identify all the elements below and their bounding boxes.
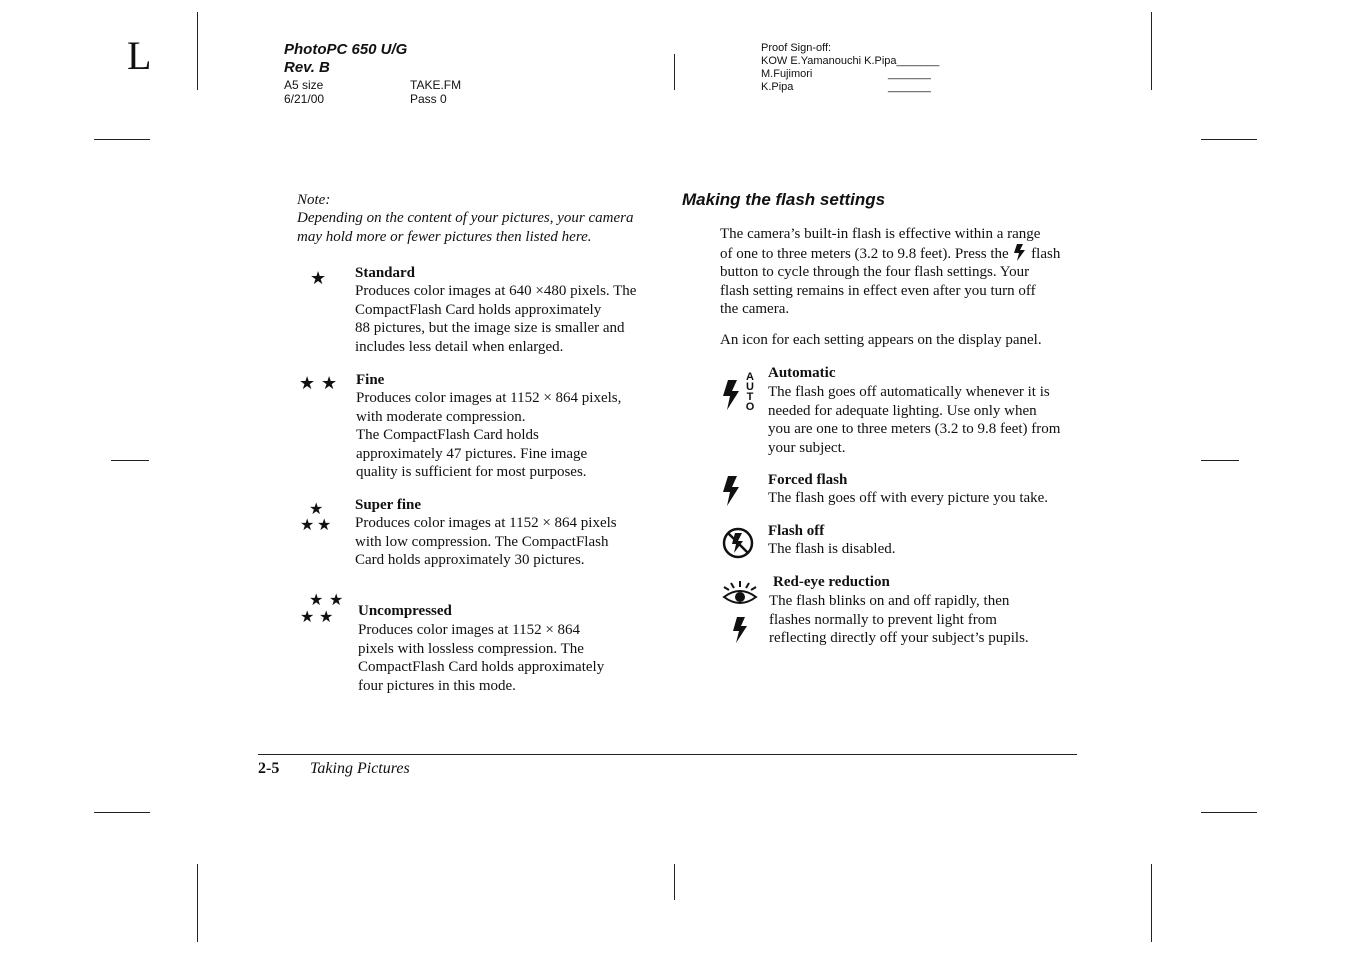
lightning-bolt-icon	[731, 617, 749, 643]
crop-mark-right-mid-h	[1201, 460, 1239, 461]
text-line: 88 pictures, but the image size is smaller and	[355, 320, 625, 336]
header-file: TAKE.FM	[410, 78, 462, 92]
quality-fine-text	[356, 389, 621, 482]
lightning-bolt-icon	[1013, 244, 1026, 261]
crop-mark-bottom-right-v	[1151, 864, 1152, 942]
quality-uncompressed-title: Uncompressed	[358, 603, 452, 619]
text-line: The flash is disabled.	[768, 541, 896, 557]
proof-label: Proof Sign-off:	[761, 42, 832, 54]
header-title: PhotoPC 650 U/G	[284, 41, 408, 58]
flash-redeye-text	[769, 592, 1029, 648]
auto-letter: A	[746, 371, 754, 383]
flash-off-icon	[722, 527, 754, 559]
text-line: four pictures in this mode.	[358, 677, 516, 694]
page-number: 2-5	[258, 760, 280, 777]
text-line: Produces color images at 1152 × 864 pixels	[355, 515, 617, 531]
star-icon: ★	[310, 268, 327, 289]
flash-off-title: Flash off	[768, 523, 825, 539]
text-line: Produces color images at 1152 × 864 pixels,	[356, 390, 622, 406]
crop-mark-top-left-v	[197, 12, 198, 90]
note-text: Depending on the content of your pictures, your camera may hold more or fewer pictures then listed here.	[297, 210, 634, 245]
flash-off-text	[768, 540, 895, 559]
star-icon: ★	[299, 373, 316, 394]
corner-letter: L	[127, 33, 152, 78]
text-line-with-icon	[720, 244, 1085, 264]
text-line: CompactFlash Card holds approximately	[355, 301, 602, 318]
star-icon: ★	[300, 515, 315, 534]
proof-line-3-blank: _______	[888, 81, 931, 93]
icon-explanation: An icon for each setting appears on the display panel.	[720, 332, 1042, 348]
text-line: includes less detail when enlarged.	[355, 338, 564, 355]
header-rev: Rev. B	[284, 59, 330, 76]
flash-automatic-title: Automatic	[768, 365, 836, 381]
text-line: needed for adequate lighting. Use only when	[768, 402, 1037, 419]
crop-mark-left-top-h	[94, 139, 150, 140]
crop-mark-left-mid-h	[111, 460, 149, 461]
note-label: Note:	[297, 192, 331, 208]
star-icon: ★	[309, 499, 324, 518]
auto-letter: U	[746, 381, 754, 393]
proof-line-1: KOW E.Yamanouchi K.Pipa_______	[761, 55, 940, 67]
crop-mark-left-bottom-h	[94, 812, 150, 813]
text-line: with moderate compression.	[356, 408, 526, 425]
text-line: flash setting remains in effect even after you turn off	[720, 282, 1036, 299]
text-line: The flash blinks on and off rapidly, then	[769, 593, 1010, 609]
text-line: Card holds approximately 30 pictures.	[355, 552, 585, 568]
text-line: Produces color images at 640 ×480 pixels. The	[355, 283, 637, 299]
star-icon: ★	[319, 607, 334, 626]
lightning-bolt-icon	[722, 380, 740, 410]
quality-standard-title: Standard	[355, 265, 416, 281]
header-pass: Pass 0	[410, 92, 447, 106]
header-date: 6/21/00	[284, 92, 325, 106]
text-line: with low compression. The CompactFlash	[355, 533, 609, 550]
eye-icon	[722, 580, 758, 608]
text-line: The CompactFlash Card holds	[356, 427, 539, 443]
star-icon: ★	[300, 607, 315, 626]
flash-redeye-title: Red-eye reduction	[773, 574, 890, 590]
text-line: The flash goes off automatically whenever it is	[768, 384, 1050, 400]
text-line: your subject.	[768, 439, 846, 456]
proof-line-2: M.Fujimori	[761, 68, 813, 80]
proof-line-2-blank: _______	[888, 68, 931, 80]
quality-superfine-text	[355, 514, 617, 570]
text-line: Produces color images at 1152 × 864	[358, 622, 581, 638]
star-icon: ★	[321, 373, 338, 394]
crop-mark-bottom-left-v	[197, 864, 198, 942]
crop-mark-right-top-h	[1201, 139, 1257, 140]
text-line: you are one to three meters (3.2 to 9.8 feet) from	[768, 421, 1061, 437]
text-line: approximately 47 pictures. Fine image	[356, 445, 588, 462]
section-title: Making the flash settings	[682, 190, 886, 209]
text-line: flashes normally to prevent light from	[769, 611, 997, 628]
text-line: The camera’s built-in flash is effective within a range	[720, 226, 1041, 242]
footer-rule	[258, 754, 1077, 755]
star-icon: ★	[309, 590, 324, 609]
quality-standard-text	[355, 282, 636, 356]
flash-forced-title: Forced flash	[768, 472, 848, 488]
flash-intro	[720, 225, 1085, 319]
quality-superfine-title: Super fine	[355, 497, 421, 513]
text-line: The flash goes off with every picture you take.	[768, 490, 1049, 506]
text-line: pixels with lossless compression. The	[358, 640, 584, 657]
auto-letter: T	[746, 391, 754, 403]
crop-mark-bottom-center-v	[674, 864, 675, 900]
text-fragment: flash	[1031, 245, 1061, 262]
section-name: Taking Pictures	[310, 760, 410, 777]
text-line: button to cycle through the four flash settings. Your	[720, 264, 1030, 280]
text-line: CompactFlash Card holds approximately	[358, 659, 605, 675]
text-fragment: of one to three meters (3.2 to 9.8 feet). Press the	[720, 245, 1009, 262]
quality-fine-title: Fine	[356, 372, 385, 388]
star-icon: ★	[317, 515, 332, 534]
header-size: A5 size	[284, 78, 324, 92]
flash-forced-text	[768, 489, 1048, 508]
flash-automatic-text	[768, 383, 1060, 457]
auto-letter: O	[745, 401, 755, 413]
crop-mark-top-right-v	[1151, 12, 1152, 90]
auto-label	[744, 372, 756, 412]
quality-uncompressed-text	[358, 621, 604, 695]
proof-line-3: K.Pipa	[761, 81, 794, 93]
text-line: reflecting directly off your subject’s pupils.	[769, 630, 1029, 646]
text-line: quality is sufficient for most purposes.	[356, 464, 587, 480]
crop-mark-top-center-v	[674, 54, 675, 90]
text-line: the camera.	[720, 301, 790, 317]
star-icon: ★	[329, 590, 344, 609]
crop-mark-right-bottom-h	[1201, 812, 1257, 813]
lightning-bolt-icon	[722, 476, 740, 506]
